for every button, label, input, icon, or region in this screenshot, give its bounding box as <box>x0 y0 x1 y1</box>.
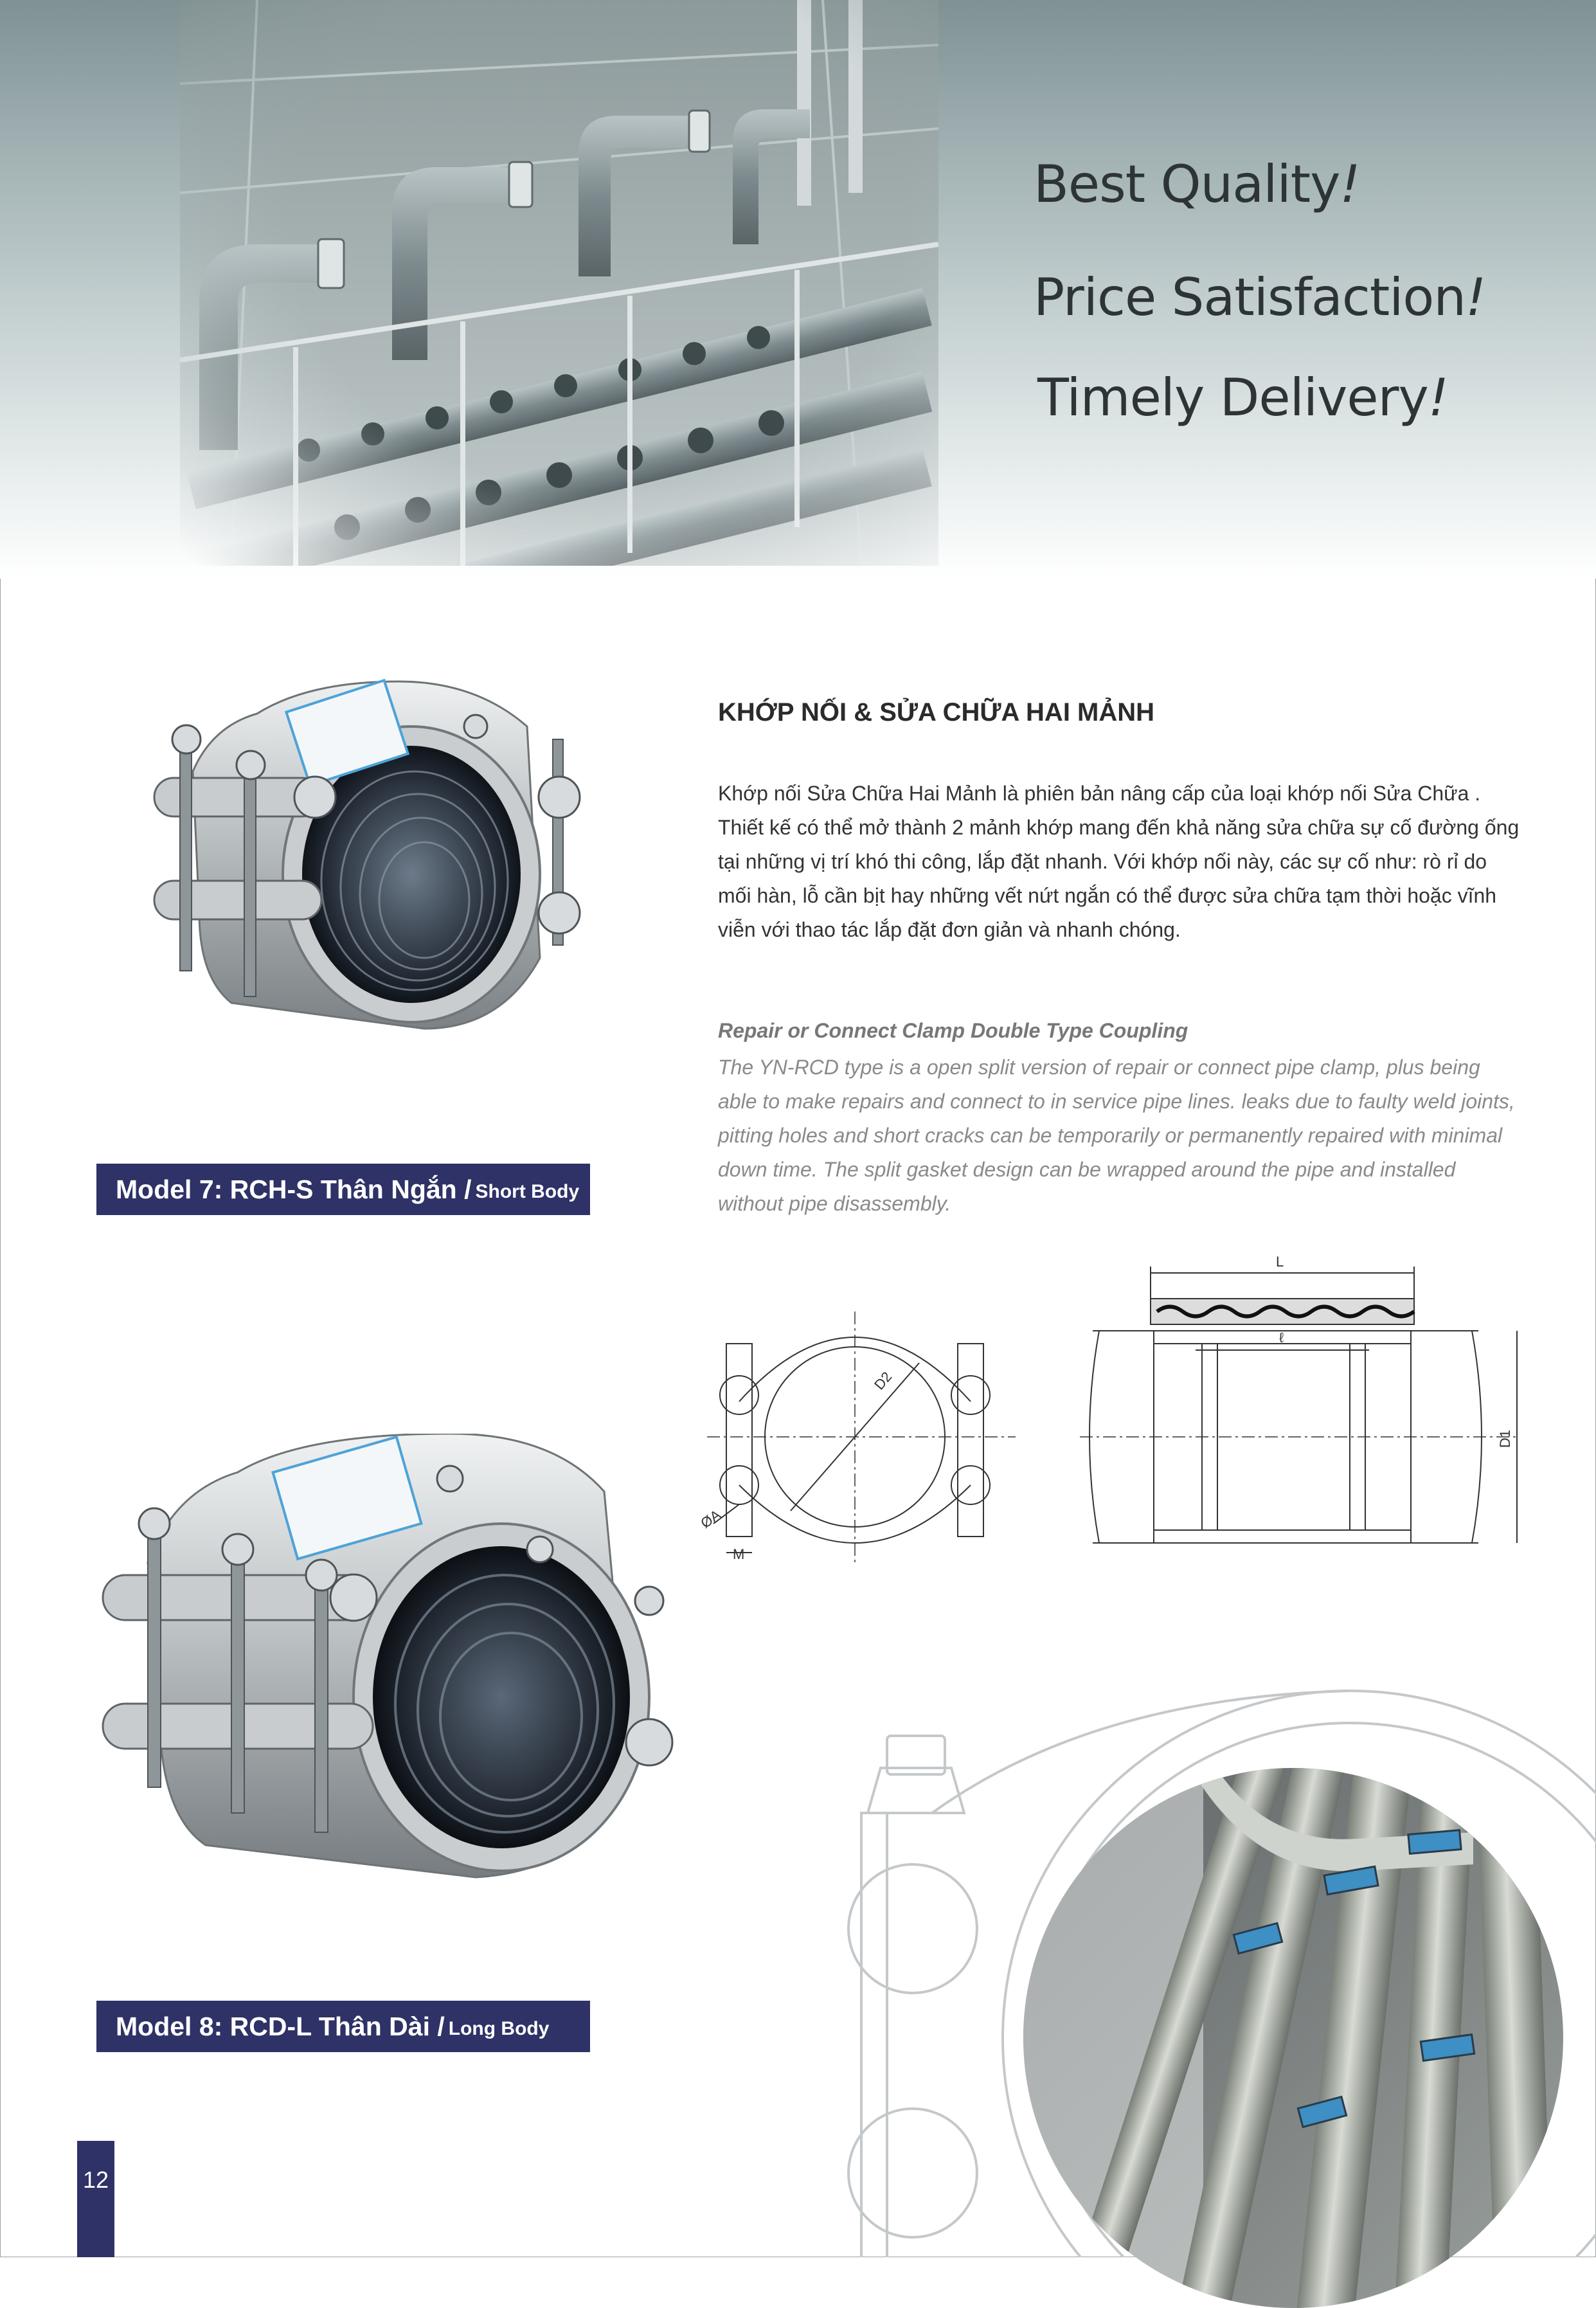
label-l: L <box>1276 1254 1284 1270</box>
side-view-drawing <box>1080 1254 1530 1562</box>
english-description: The YN-RCD type is a open split version of repair or connect pipe clamp, plus being able to make repairs and connect to in service pipe lines. leaks due to faulty weld joints, pitting holes and short cracks can be temporarily or permanently repaired with minimal down time. The split gasket design can be wrapped around the pipe and installed without pipe disassembly. <box>718 1056 1515 1215</box>
slogan-best-quality <box>1034 154 1360 214</box>
label-m: M <box>733 1546 745 1562</box>
model-8-label <box>96 2001 590 2052</box>
model-body-type: Short Body <box>475 1181 580 1202</box>
model-body-type: Long Body <box>448 2018 550 2039</box>
slogan-price-satisfaction <box>1034 267 1485 327</box>
vietnamese-description: Khớp nối Sửa Chữa Hai Mảnh là phiên bản nâng cấp của loại khớp nối Sửa Chữa . Thiết kế có thể mở thành 2 mảnh khớp mang đến khả năng sửa chữa sự cố đường ống tại những vị trí khó thi công, lắp đặt nhanh. Với khớp nối này, các sự cố như: rò rỉ do mối hàn, lỗ cần bịt hay những vết nứt ngắn có thể được sửa chữa tạm thời hoặc vĩnh viễn với thao tác lắp đặt đơn giản và nhanh chóng. <box>718 782 1520 941</box>
hero-photo <box>180 0 938 566</box>
label-small-l: ℓ <box>1279 1330 1284 1346</box>
english-title: Repair or Connect Clamp Double Type Coupling <box>718 1019 1188 1042</box>
slogan-text: Price Satisfaction <box>1034 267 1466 327</box>
front-view-drawing <box>697 1299 1022 1569</box>
slogan-text: Timely Delivery <box>1037 368 1428 428</box>
slogan-exclamation: ! <box>1428 368 1448 428</box>
model-name: Model 8: RCD-L Thân Dài / <box>116 2011 445 2041</box>
product-image-long-coupling <box>90 1434 707 1897</box>
label-a: ØA <box>697 1506 724 1531</box>
slogan-exclamation: ! <box>1466 267 1486 327</box>
circular-installation-photo <box>1023 1768 1563 2308</box>
section-heading: KHỚP NỐI & SỬA CHỮA HAI MẢNH <box>718 698 1155 726</box>
slogan-text: Best Quality <box>1034 154 1340 214</box>
label-d1: D1 <box>1497 1429 1514 1448</box>
model-name: Model 7: RCH-S Thân Ngắn / <box>116 1174 472 1204</box>
slogan-exclamation: ! <box>1340 154 1360 214</box>
page-number-box <box>77 2141 114 2257</box>
product-image-short-coupling <box>141 669 604 1054</box>
slogan-timely-delivery <box>1037 368 1448 428</box>
label-d2: D2 <box>871 1368 895 1393</box>
model-7-label <box>96 1164 590 1215</box>
page-number: 12 <box>82 2167 109 2193</box>
